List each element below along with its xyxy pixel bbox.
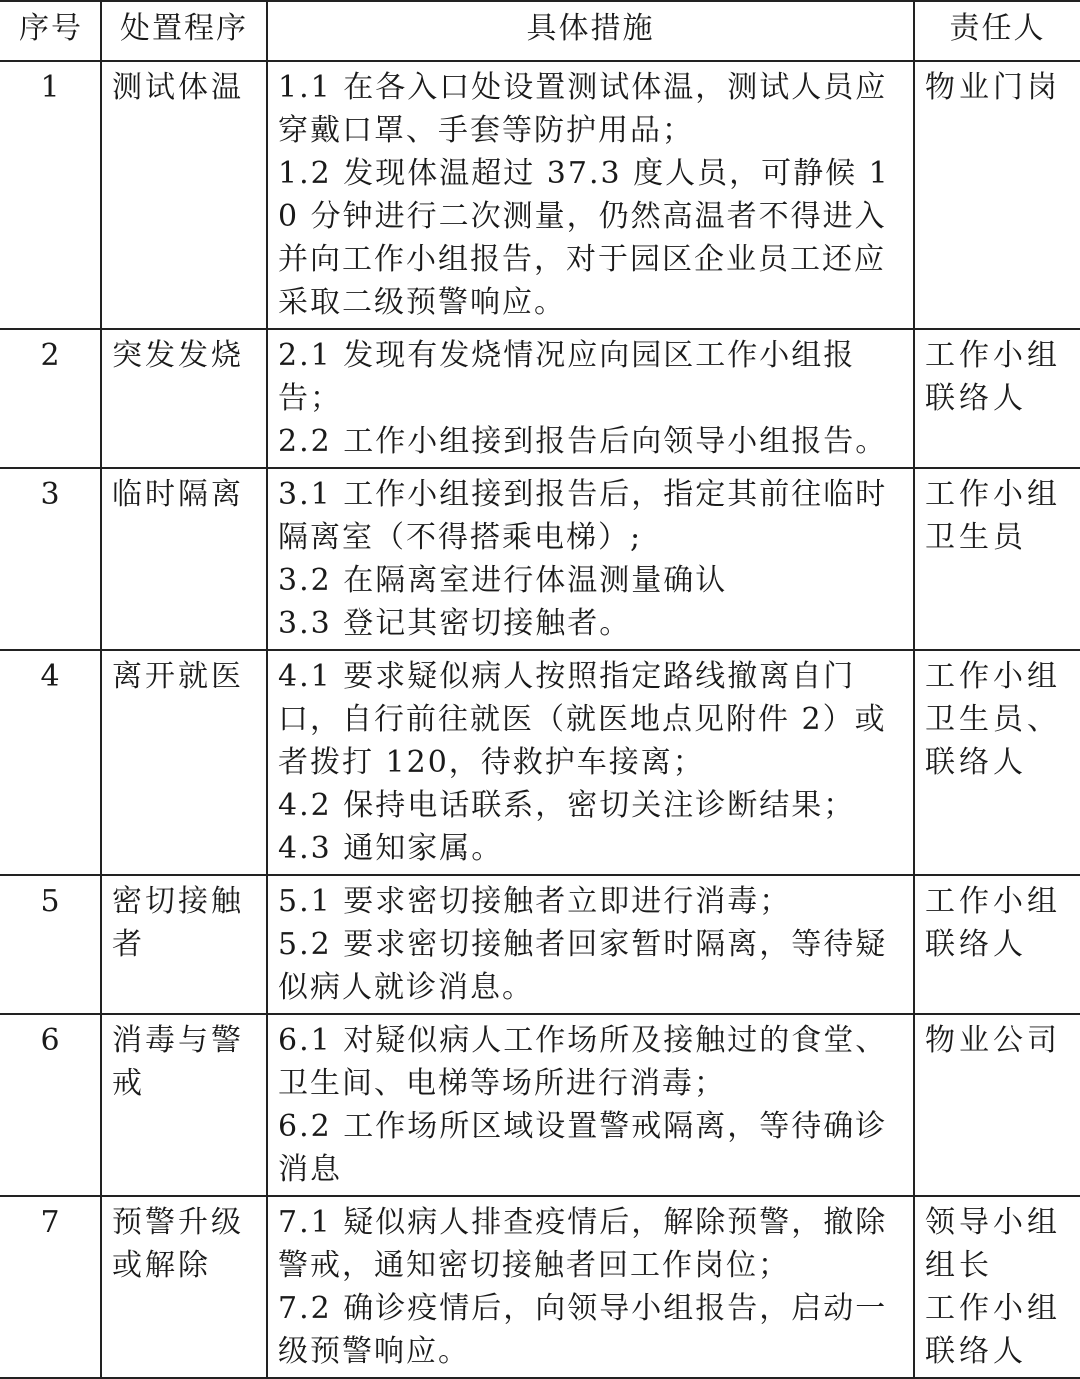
- table-row: [1, 1196, 1080, 1378]
- responsible-line: 卫生员: [925, 520, 1027, 555]
- table-row: [1, 61, 1080, 329]
- responsible-line: 物业公司: [925, 1023, 1061, 1058]
- measure-item: 5.1 要求密切接触者立即进行消毒；: [278, 884, 792, 919]
- row-no: 6: [1, 1014, 101, 1196]
- row-responsible: [914, 1196, 1080, 1378]
- responsible-line: 联络人: [925, 745, 1027, 780]
- responsible-line: 物业门岗: [925, 70, 1061, 105]
- row-measures: [267, 468, 914, 650]
- measure-item: 7.1 疑似病人排查疫情后，解除预警，撤除警戒，通知密切接触者回工作岗位；: [278, 1205, 888, 1283]
- row-no: 7: [1, 1196, 101, 1378]
- responsible-line: 工作小组: [925, 477, 1061, 512]
- row-no: 5: [1, 875, 101, 1014]
- header-no: 序号: [1, 1, 101, 61]
- row-responsible: [914, 468, 1080, 650]
- measure-item: 4.2 保持电话联系，密切关注诊断结果；: [278, 788, 856, 823]
- responsible-line: 工作小组: [925, 659, 1061, 694]
- row-measures: [267, 650, 914, 875]
- responsible-line: 工作小组: [925, 884, 1061, 919]
- responsible-line: 工作小组: [925, 338, 1061, 373]
- responsible-line: 卫生员、: [925, 702, 1061, 737]
- responsible-line: 工作小组: [925, 1291, 1061, 1326]
- row-procedure: 密切接触者: [101, 875, 267, 1014]
- measure-item: 3.1 工作小组接到报告后，指定其前往临时隔离室（不得搭乘电梯）;: [278, 477, 888, 555]
- measure-item: 1.1 在各入口处设置测试体温，测试人员应穿戴口罩、手套等防护用品；: [278, 70, 888, 148]
- row-measures: [267, 1014, 914, 1196]
- header-measures: 具体措施: [267, 1, 914, 61]
- row-procedure: 突发发烧: [101, 329, 267, 468]
- measure-item: 5.2 要求密切接触者回家暂时隔离，等待疑似病人就诊消息。: [278, 927, 888, 1005]
- responsible-line: 领导小组: [925, 1205, 1061, 1240]
- measure-item: 4.3 通知家属。: [278, 831, 504, 866]
- measure-item: 2.1 发现有发烧情况应向园区工作小组报告；: [278, 338, 856, 416]
- measure-item: 4.1 要求疑似病人按照指定路线撤离自门口，自行前往就医（就医地点见附件 2）或者拨打 120，待救护车接离；: [278, 659, 887, 780]
- row-responsible: [914, 61, 1080, 329]
- row-procedure: 预警升级或解除: [101, 1196, 267, 1378]
- measure-item: 7.2 确诊疫情后，向领导小组报告，启动一级预警响应。: [278, 1291, 888, 1369]
- table-row: [1, 468, 1080, 650]
- row-procedure: 消毒与警戒: [101, 1014, 267, 1196]
- table-row: [1, 650, 1080, 875]
- responsible-line: 联络人: [925, 381, 1027, 416]
- responsible-line: 联络人: [925, 1334, 1027, 1369]
- table-row: [1, 1014, 1080, 1196]
- measure-item: 1.2 发现体温超过 37.3 度人员，可静候 10 分钟进行二次测量，仍然高温者不得进入并向工作小组报告，对于园区企业员工还应采取二级预警响应。: [278, 156, 890, 320]
- row-measures: [267, 875, 914, 1014]
- header-procedure: 处置程序: [101, 1, 267, 61]
- row-no: 3: [1, 468, 101, 650]
- table-row: [1, 329, 1080, 468]
- row-measures: [267, 61, 914, 329]
- row-procedure: 临时隔离: [101, 468, 267, 650]
- responsible-line: 联络人: [925, 927, 1027, 962]
- measure-item: 6.2 工作场所区域设置警戒隔离，等待确诊消息: [278, 1109, 888, 1187]
- row-no: 1: [1, 61, 101, 329]
- row-procedure: 测试体温: [101, 61, 267, 329]
- header-responsible: 责任人: [914, 1, 1080, 61]
- row-no: 2: [1, 329, 101, 468]
- measure-item: 2.2 工作小组接到报告后向领导小组报告。: [278, 424, 888, 459]
- row-procedure: 离开就医: [101, 650, 267, 875]
- row-responsible: [914, 1014, 1080, 1196]
- row-measures: [267, 1196, 914, 1378]
- row-measures: [267, 329, 914, 468]
- row-responsible: [914, 650, 1080, 875]
- row-responsible: [914, 329, 1080, 468]
- table-row: [1, 875, 1080, 1014]
- row-no: 4: [1, 650, 101, 875]
- measure-item: 3.3 登记其密切接触者。: [278, 606, 632, 641]
- responsible-line: 组长: [925, 1248, 993, 1283]
- measure-item: 3.2 在隔离室进行体温测量确认: [278, 563, 728, 598]
- table-header-row: [1, 1, 1080, 61]
- row-responsible: [914, 875, 1080, 1014]
- measure-item: 6.1 对疑似病人工作场所及接触过的食堂、卫生间、电梯等场所进行消毒；: [278, 1023, 888, 1101]
